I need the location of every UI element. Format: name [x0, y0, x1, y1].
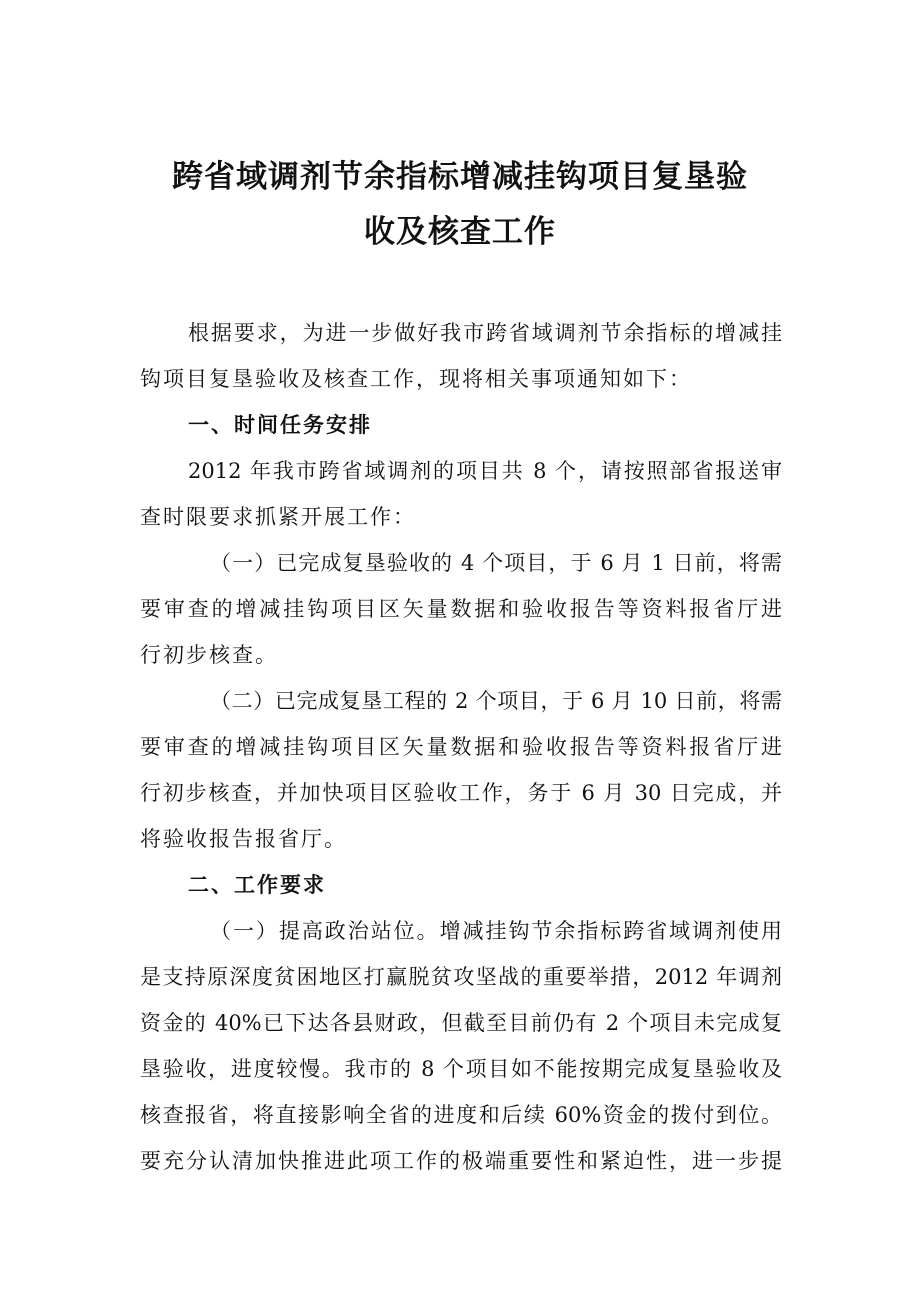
section-1-paragraph-line-2: 查时限要求抓紧开展工作： — [140, 505, 416, 529]
section-2-heading: 二、工作要求 — [188, 873, 326, 897]
section-1-item-2-line-1: （二）已完成复垦工程的 2 个项目，于 6 月 10 日前，将需 — [210, 689, 782, 713]
section-1-item-1-line-2: 要审查的增减挂钩项目区矢量数据和验收报告等资料报省厅进 — [140, 597, 782, 621]
document-title-line-2: 收及核查工作 — [364, 214, 556, 250]
section-1-item-2-line-4: 将验收报告报省厅。 — [140, 827, 347, 851]
section-1-paragraph-line-1: 2012 年我市跨省域调剂的项目共 8 个，请按照部省报送审 — [188, 459, 782, 483]
intro-line-2: 钩项目复垦验收及核查工作，现将相关事项通知如下： — [140, 367, 692, 391]
section-2-item-1-line-4: 垦验收，进度较慢。我市的 8 个项目如不能按期完成复垦验收及 — [140, 1057, 782, 1081]
section-1-heading: 一、时间任务安排 — [188, 413, 372, 437]
section-1-item-2-line-2: 要审查的增减挂钩项目区矢量数据和验收报告等资料报省厅进 — [140, 735, 782, 759]
section-2-item-1-line-6: 要充分认清加快推进此项工作的极端重要性和紧迫性，进一步提 — [140, 1149, 782, 1173]
section-2-item-1-line-3: 资金的 40%已下达各县财政，但截至目前仍有 2 个项目未完成复 — [140, 1011, 782, 1035]
intro-line-1: 根据要求，为进一步做好我市跨省域调剂节余指标的增减挂 — [188, 321, 782, 345]
section-2-item-1-line-1: （一）提高政治站位。增减挂钩节余指标跨省域调剂使用 — [210, 919, 782, 943]
section-2-item-1-line-2: 是支持原深度贫困地区打赢脱贫攻坚战的重要举措，2012 年调剂 — [140, 965, 782, 989]
section-2-item-1-line-5: 核查报省，将直接影响全省的进度和后续 60%资金的拨付到位。 — [140, 1103, 782, 1127]
section-1-item-2-line-3: 行初步核查，并加快项目区验收工作，务于 6 月 30 日完成，并 — [140, 781, 782, 805]
section-1-item-1-line-3: 行初步核查。 — [140, 643, 278, 667]
section-1-item-1-line-1: （一）已完成复垦验收的 4 个项目，于 6 月 1 日前，将需 — [210, 551, 782, 575]
document-title-line-1: 跨省域调剂节余指标增减挂钩项目复垦验 — [172, 159, 748, 195]
